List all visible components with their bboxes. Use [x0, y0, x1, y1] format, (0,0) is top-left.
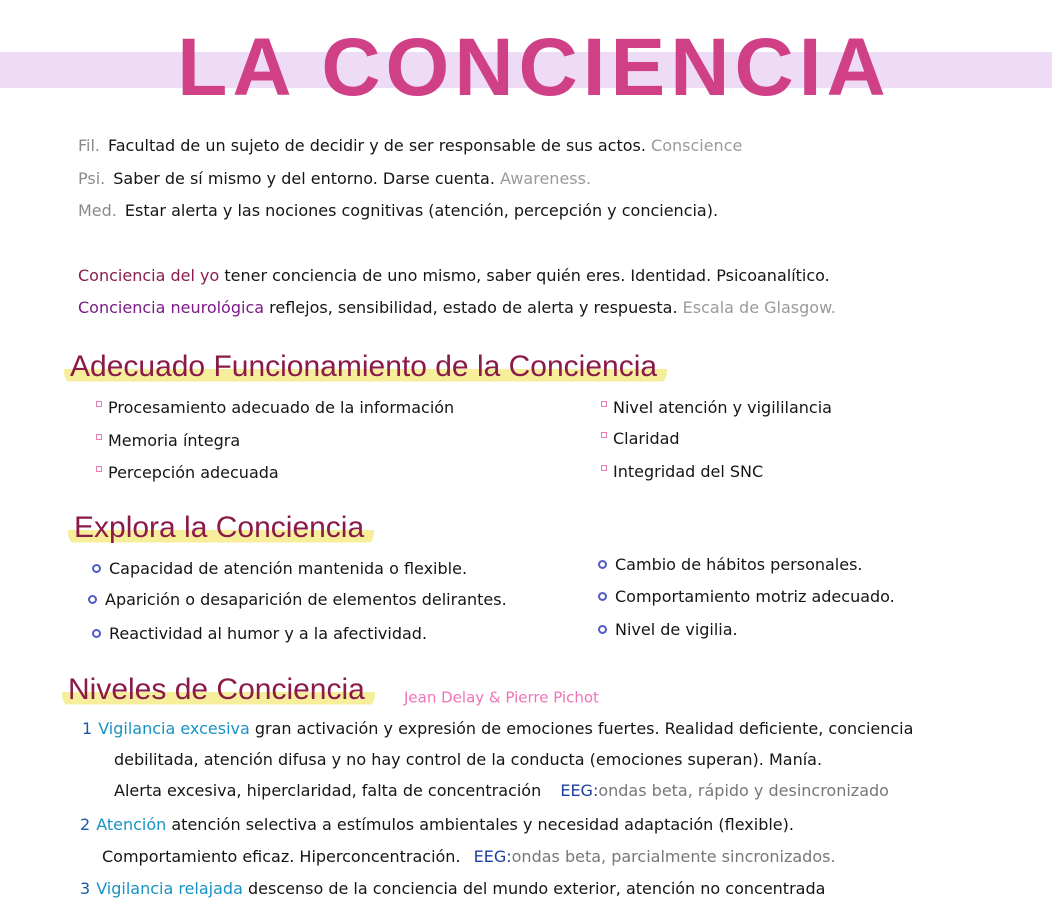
nivel-text: gran activación y expresión de emociones fuertes. Realidad deficiente, conciencia — [254, 719, 914, 738]
nivel-1-line-1 — [82, 718, 913, 740]
nivel-2-line-1 — [80, 814, 794, 836]
item-text: Nivel de vigilia. — [615, 620, 738, 639]
eeg-label: EEG: — [473, 847, 512, 866]
heading-funcionamiento: Adecuado Funcionamiento de la Conciencia — [64, 348, 667, 386]
circle-bullet-icon — [92, 629, 101, 638]
nivel-1-line-3 — [114, 780, 889, 802]
square-bullet-icon — [601, 465, 607, 471]
item-text: Cambio de hábitos personales. — [615, 555, 863, 574]
item-text: Comportamiento motriz adecuado. — [615, 587, 895, 606]
item-text: Nivel atención y vigililancia — [613, 398, 832, 417]
heading-niveles-text: Niveles de Conciencia — [68, 673, 365, 706]
explora-item — [88, 589, 507, 611]
type-term: Conciencia del yo — [78, 266, 220, 285]
definition-prefix: Psi. — [78, 169, 106, 188]
heading-explora: Explora la Conciencia — [68, 509, 374, 547]
nivel-text: Comportamiento eficaz. Hiperconcentración. — [102, 847, 461, 866]
item-text: Memoria íntegra — [108, 431, 241, 450]
item-text: Aparición o desaparición de elementos delirantes. — [105, 590, 507, 609]
type-conciencia-yo — [78, 265, 830, 287]
funcionamiento-item — [601, 397, 832, 419]
type-term: Conciencia neurológica — [78, 298, 265, 317]
explora-item — [598, 619, 738, 641]
nivel-text: descenso de la conciencia del mundo exterior, atención no concentrada — [247, 879, 826, 898]
eeg-value: ondas beta, parcialmente sincronizados. — [511, 847, 836, 866]
circle-bullet-icon — [92, 564, 101, 573]
nivel-1-line-2: debilitada, atención difusa y no hay control de la conducta (emociones superan). Manía. — [114, 750, 823, 769]
item-text: Capacidad de atención mantenida o flexible. — [109, 559, 468, 578]
definition-psi — [78, 168, 591, 190]
definition-term: Awareness. — [500, 169, 592, 188]
funcionamiento-item — [601, 461, 763, 483]
nivel-number: 1 — [82, 719, 93, 738]
circle-bullet-icon — [88, 595, 97, 604]
nivel-term: Atención — [96, 815, 167, 834]
definition-prefix: Fil. — [78, 136, 101, 155]
type-conciencia-neurologica — [78, 297, 836, 319]
eeg-value: ondas beta, rápido y desincronizado — [598, 781, 889, 800]
square-bullet-icon — [601, 432, 607, 438]
circle-bullet-icon — [598, 625, 607, 634]
nivel-2-line-2 — [102, 846, 836, 868]
nivel-term: Vigilancia relajada — [96, 879, 243, 898]
item-text: Reactividad al humor y a la afectividad. — [109, 624, 428, 643]
definition-text: Saber de sí mismo y del entorno. Darse cuenta. — [113, 169, 495, 188]
item-text: Percepción adecuada — [108, 463, 279, 482]
nivel-term: Vigilancia excesiva — [98, 719, 250, 738]
definition-term: Conscience — [651, 136, 743, 155]
nivel-number: 3 — [80, 879, 91, 898]
item-text: Claridad — [613, 429, 680, 448]
niveles-authors — [404, 686, 599, 709]
type-text: reflejos, sensibilidad, estado de alerta y respuesta. — [269, 298, 678, 317]
square-bullet-icon — [601, 401, 607, 407]
funcionamiento-item — [601, 428, 680, 450]
circle-bullet-icon — [598, 592, 607, 601]
eeg-label: EEG: — [560, 781, 599, 800]
explora-item — [598, 586, 895, 608]
definition-fil — [78, 135, 742, 157]
funcionamiento-item — [96, 430, 240, 452]
nivel-number: 2 — [80, 815, 91, 834]
funcionamiento-item — [96, 462, 279, 484]
definition-text: Facultad de un sujeto de decidir y de ser responsable de sus actos. — [108, 136, 646, 155]
item-text: Procesamiento adecuado de la información — [108, 398, 455, 417]
authors-text: Jean Delay & Pierre Pichot — [404, 688, 599, 707]
circle-bullet-icon — [598, 560, 607, 569]
page-title: LA CONCIENCIA — [177, 22, 891, 113]
square-bullet-icon — [96, 466, 102, 472]
nivel-text: atención selectiva a estímulos ambientales y necesidad adaptación (flexible). — [171, 815, 794, 834]
type-note: Escala de Glasgow. — [682, 298, 836, 317]
definition-text: Estar alerta y las nociones cognitivas (atención, percepción y conciencia). — [124, 201, 719, 220]
type-text: tener conciencia de uno mismo, saber quién eres. Identidad. Psicoanalítico. — [224, 266, 830, 285]
explora-item — [92, 623, 427, 645]
explora-item — [598, 554, 863, 576]
definition-prefix: Med. — [78, 201, 117, 220]
nivel-3-line-1 — [80, 878, 825, 900]
item-text: Integridad del SNC — [613, 462, 764, 481]
explora-item — [92, 558, 467, 580]
heading-niveles — [62, 671, 375, 709]
definition-med — [78, 200, 718, 222]
square-bullet-icon — [96, 434, 102, 440]
nivel-text: Alerta excesiva, hiperclaridad, falta de concentración — [114, 781, 542, 800]
funcionamiento-item — [96, 397, 454, 419]
square-bullet-icon — [96, 401, 102, 407]
